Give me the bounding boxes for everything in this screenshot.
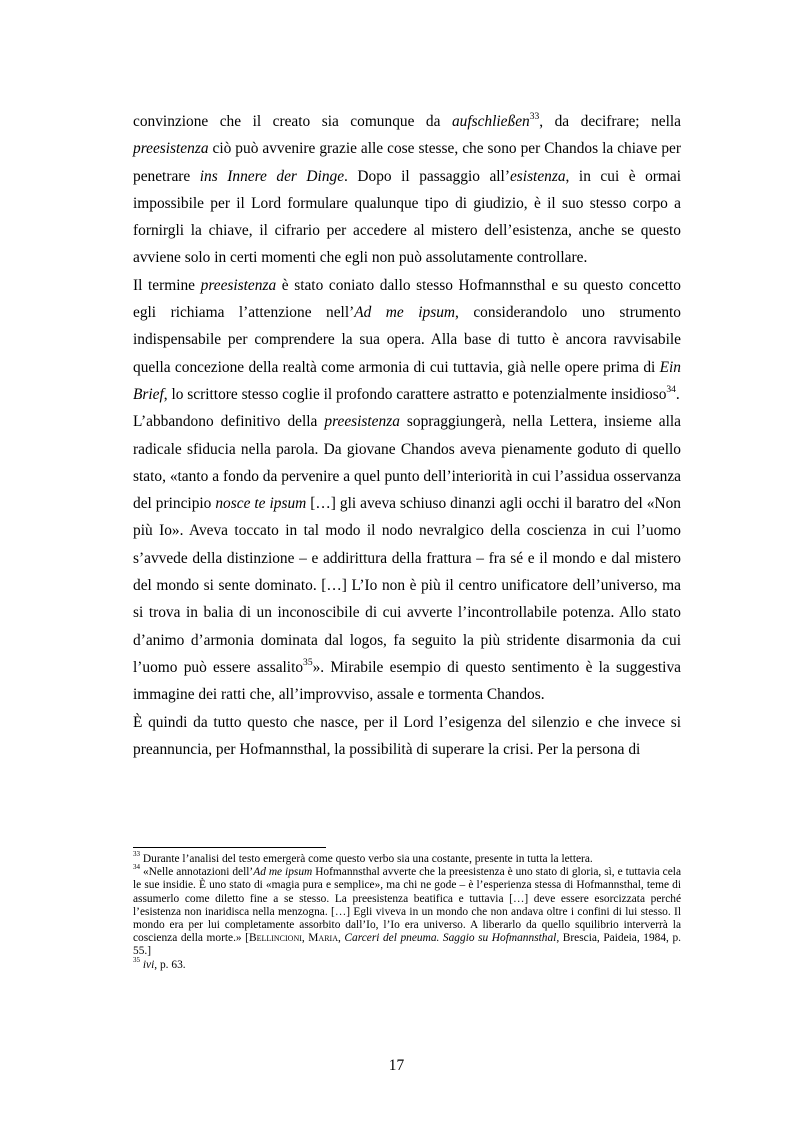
- paragraph-4: È quindi da tutto questo che nasce, per il Lord l’esigenza del silenzio e che invece si preannuncia, per Hofmannsthal, la possibilità di superare la crisi. Per la persona di: [133, 713, 681, 758]
- paragraph-1: convinzione che il creato sia comunque da aufschließen$^{33}$, da decifrare; nella preesistenza ciò può avvenire grazie alle cose stesse, che sono per Chandos la chiave per penetrare ins Innere der Dinge. Dopo il passaggio all’esistenza, in cui è ormai impossibile per il Lord formulare qualunque tipo di giudizio, è il suo stesso corpo a fornirgli la chiave, il cifrario per accedere al mistero dell’esistenza, anche se questo avviene solo in certi momenti che egli non può assolutamente controllare.: [133, 110, 682, 267]
- main-text: [133, 108, 681, 763]
- paragraph-2: Il termine preesistenza è stato coniato dallo stesso Hofmannsthal e su questo concetto egli richiama l’attenzione nell’Ad me ipsum, considerandolo uno strumento indispensabile per comprendere la sua opera. Alla base di tutto è ancora ravvisabile quella concezione della realtà come armonia di cui tuttavia, già nelle opere prima di Ein Brief, lo scrittore stesso coglie il profondo carattere astratto e potenzialmente insidioso$^{34}$.: [133, 276, 681, 403]
- paragraph-3: L’abbandono definitivo della preesistenza sopraggiungerà, nella Lettera, insieme alla radicale sfiducia nella parola. Da giovane Chandos aveva pienamente goduto di quello stato, «tanto a fondo da pervenire a quel punto dell’interiorità in cui l’assidua osservanza del principio nosce te ipsum […] gli aveva schiuso dinanzi agli occhi il baratro del «Non più Io». Aveva toccato in tal modo il nodo nevralgico della coscienza in cui l’uomo s’avvede della distinzione – e addirittura della frattura – fra sé e il mondo e dal mistero del mondo si sente dominato. […] L’Io non è più il centro unificatore dell’universo, ma si trova in balia di un inconoscibile di cui avverte l’incontrollabile potenza. Allo stato d’animo d’armonia dominata dal logos, fa seguito la più stridente disarmonia da cui l’uomo può essere assalito$^{35}$». Mirabile esempio di questo sentimento è la suggestiva immagine dei ratti che, all’improvviso, assale e tormenta Chandos.: [133, 413, 681, 704]
- footnote-separator: [133, 847, 326, 848]
- page-number: 17: [388, 1057, 405, 1074]
- footnote-ref-35[interactable]: 35: [303, 656, 313, 668]
- footnotes: [133, 850, 682, 972]
- footnote-34: $^{34}$ «Nelle annotazioni dell’Ad me ipsum Hofmannsthal avverte che la preesistenza è uno stato di gloria, sì, e tuttavia cela le sue insidie. È uno stato di «magia pura e semplice», ma chi ne gode – è l’esperienza stessa di Hofmannsthal, teme di assumerlo come diletto fine a se stesso. La preesistenza beatifica e tuttavia […] deve essere esorcizzata perché l’esistenza non inaridisca nella menzogna. […] Egli viveva in un mondo che non andava oltre i confini di lui stesso. Il mondo era per lui completamente assorbito dall’Io, l’Io era universo. A liberarlo da quello squilibrio interverrà la coscienza della morte.» [Bellincioni, Maria, Carceri del pneuma. Saggio su Hofmannsthal, Brescia, Paideia, 1984, p. 55.]: [133, 863, 682, 958]
- footnote-ref-34[interactable]: 34: [666, 383, 676, 395]
- footnote-ref-33[interactable]: 33: [529, 110, 540, 122]
- footnote-33: $^{33}$ Durante l’analisi del testo emergerà come questo verbo sia una costante, presente in tutta la lettera.: [133, 850, 593, 865]
- footnote-35: $^{35}$ ivi, p. 63.: [133, 955, 186, 971]
